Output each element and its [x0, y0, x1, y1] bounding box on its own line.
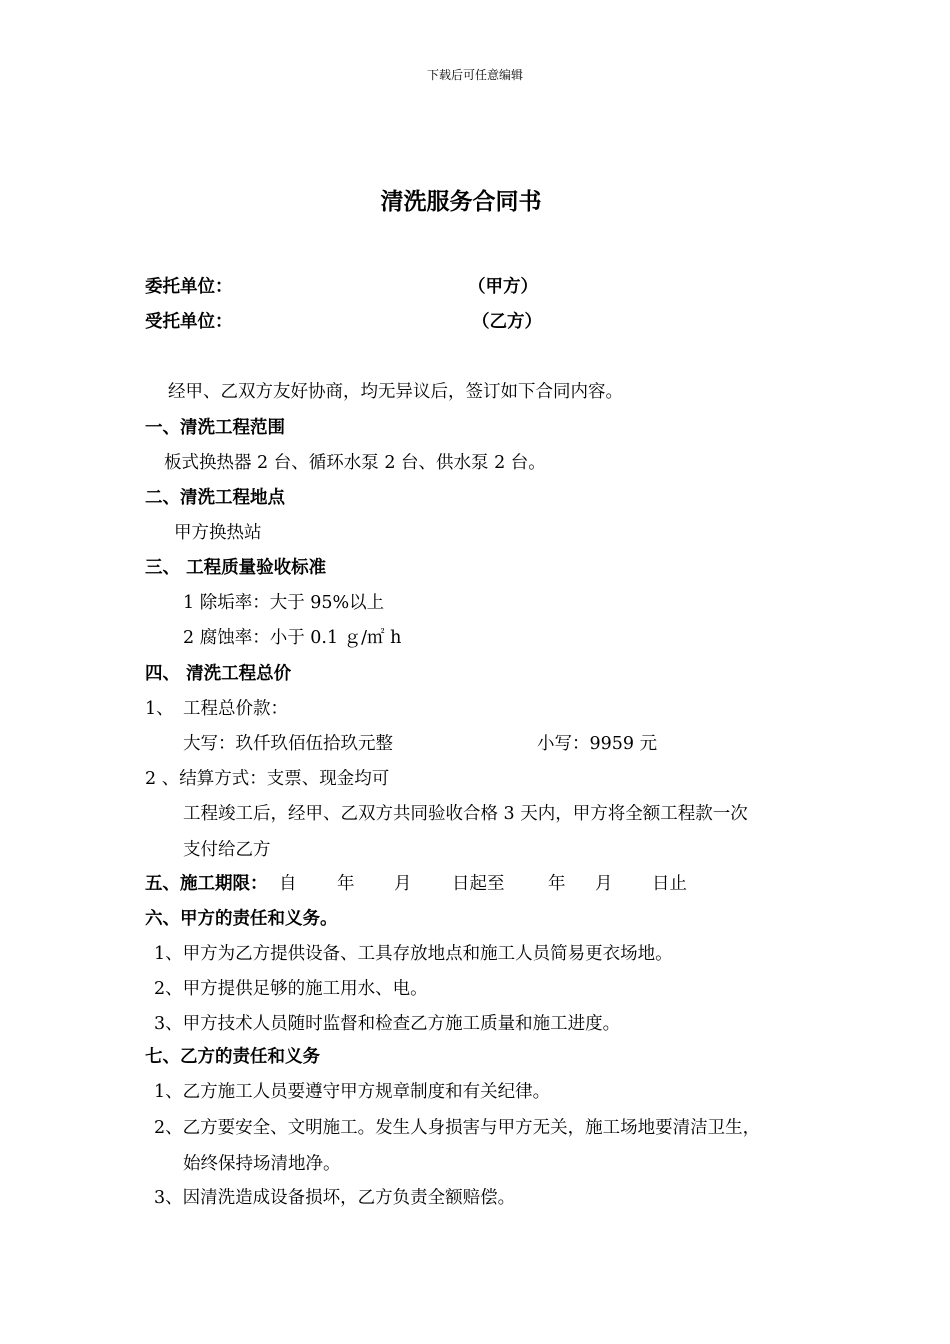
section-7-item-3: 3、因清洗造成设备损坏，乙方负责全额赔偿。 — [154, 1188, 516, 1208]
section-7-item-2-line-2: 始终保持场清地净。 — [183, 1154, 341, 1174]
period-start-month: 月 — [394, 874, 412, 894]
section-6-item-2: 2、甲方提供足够的施工用水、电。 — [154, 979, 428, 999]
section-1-heading: 一、清洗工程范围 — [145, 418, 285, 438]
client-label: 委托单位： — [145, 277, 233, 297]
section-7-item-2-line-1: 2、乙方要安全、文明施工。发生人身损害与甲方无关，施工场地要清洁卫生， — [154, 1118, 761, 1138]
section-6-item-1: 1、甲方为乙方提供设备、工具存放地点和施工人员简易更衣场地。 — [154, 944, 673, 964]
section-4-item-2: 2 、结算方式：支票、现金均可 — [145, 769, 390, 789]
period-start-year: 年 — [337, 874, 355, 894]
section-7-item-1: 1、乙方施工人员要遵守甲方规章制度和有关纪律。 — [154, 1082, 551, 1102]
section-2-body: 甲方换热站 — [174, 523, 262, 543]
payment-terms-line-2: 支付给乙方 — [183, 840, 271, 860]
section-2-heading: 二、清洗工程地点 — [145, 488, 285, 508]
period-from: 自 — [279, 874, 297, 894]
contractor-role: （乙方） — [472, 312, 542, 332]
period-start-day: 日起至 — [452, 874, 505, 894]
period-end-day: 日止 — [652, 874, 687, 894]
page-title: 清洗服务合同书 — [380, 189, 542, 215]
period-end-month: 月 — [595, 874, 613, 894]
client-role: （甲方） — [468, 277, 538, 297]
section-6-heading: 六、甲方的责任和义务。 — [145, 909, 338, 929]
section-4-heading: 四、 清洗工程总价 — [145, 664, 292, 684]
section-7-heading: 七、乙方的责任和义务 — [145, 1047, 320, 1067]
period-end-year: 年 — [548, 874, 566, 894]
contractor-label: 受托单位： — [145, 312, 233, 332]
section-4-item-1-number: 1、 — [145, 699, 174, 719]
section-6-item-3: 3、甲方技术人员随时监督和检查乙方施工质量和施工进度。 — [154, 1014, 621, 1034]
header-note: 下载后可任意编辑 — [426, 68, 523, 82]
section-1-body: 板式换热器 2 台、循环水泵 2 台、供水泵 2 台。 — [164, 453, 546, 473]
section-3-heading: 三、 工程质量验收标准 — [145, 558, 327, 578]
section-3-item-1: 1 除垢率：大于 95%以上 — [183, 593, 385, 613]
intro-paragraph: 经甲、乙双方友好协商，均无异议后，签订如下合同内容。 — [168, 382, 623, 402]
section-3-item-2: 2 腐蚀率：小于 0.1 ｇ/㎡ h — [183, 628, 402, 648]
total-price-capital: 大写：玖仟玖佰伍拾玖元整 — [183, 734, 393, 754]
total-price-numeric: 小写：9959 元 — [537, 734, 658, 754]
section-5-heading: 五、施工期限： — [145, 874, 268, 894]
payment-terms-line-1: 工程竣工后，经甲、乙双方共同验收合格 3 天内，甲方将全额工程款一次 — [183, 804, 748, 824]
section-4-item-1-label: 工程总价款： — [183, 699, 288, 719]
